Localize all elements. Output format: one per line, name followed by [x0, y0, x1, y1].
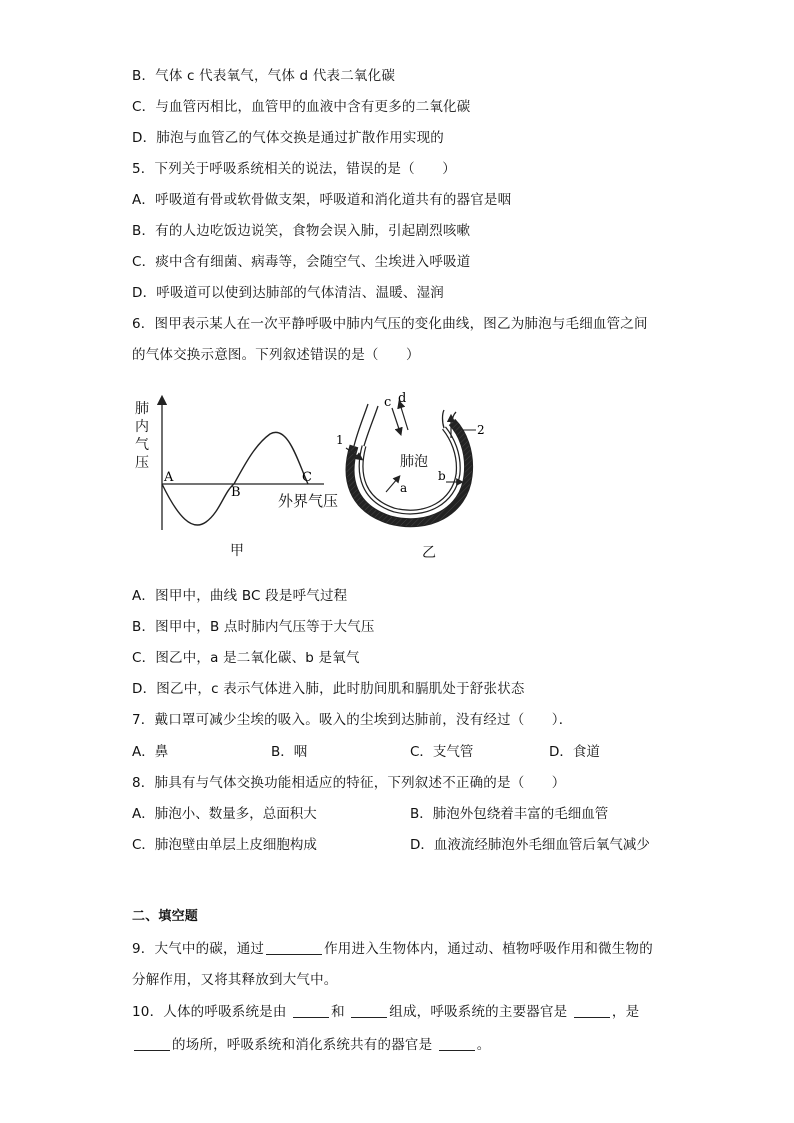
q5-option-d: D．呼吸道可以使到达肺部的气体清洁、温暖、湿润: [132, 285, 444, 301]
q10-blank-4[interactable]: [134, 1036, 170, 1051]
q5-stem: 5．下列关于呼吸系统相关的说法，错误的是（ ）: [132, 161, 456, 177]
q7-stem: 7．戴口罩可减少尘埃的吸入。吸入的尘埃到达肺前，没有经过（ ）．: [132, 712, 573, 728]
q9-line1: 9．大气中的碳，通过 作用进入生物体内，通过动、植物呼吸作用和微生物的: [132, 941, 653, 957]
pressure-curve: [162, 432, 308, 525]
q6-stem-line1: 6．图甲表示某人在一次平静呼吸中肺内气压的变化曲线，图乙为肺泡与毛细血管之间: [132, 316, 648, 332]
q9-blank-1[interactable]: [266, 940, 322, 955]
arrow-a: [386, 478, 398, 492]
point-a-label: A: [164, 470, 174, 485]
section-heading: 二、填空题: [132, 909, 199, 924]
q10-blank-1[interactable]: [293, 1003, 329, 1018]
label-c: c: [384, 395, 392, 410]
q7-option-c: C．支气管: [410, 744, 474, 760]
q8-option-b: B．肺泡外包绕着丰富的毛细血管: [410, 806, 609, 822]
figure-jia: [128, 392, 348, 540]
point-c-label: C: [302, 470, 312, 485]
q10-blank-3[interactable]: [574, 1003, 610, 1018]
q4-option-d: D．肺泡与血管乙的气体交换是通过扩散作用实现的: [132, 130, 444, 146]
q7-option-b: B．咽: [271, 744, 308, 760]
label-b: b: [438, 469, 446, 483]
label-d: d: [398, 391, 407, 406]
figure-yi-caption: 乙: [422, 545, 436, 561]
q5-option-c: C．痰中含有细菌、病毒等，会随空气、尘埃进入呼吸道: [132, 254, 471, 270]
figure-jia-caption: 甲: [230, 543, 244, 559]
label-1: 1: [336, 433, 344, 447]
label-2: 2: [477, 423, 485, 437]
figure-yi-center-label: 肺泡: [400, 454, 428, 470]
q9-line2: 分解作用，又将其释放到大气中。: [132, 972, 338, 988]
q8-option-a: A．肺泡小、数量多，总面积大: [132, 806, 317, 822]
q8-option-d: D．血液流经肺泡外毛细血管后氧气减少: [410, 837, 650, 853]
point-b-label: B: [231, 485, 241, 500]
q10-blank-2[interactable]: [351, 1003, 387, 1018]
q5-option-a: A．呼吸道有骨或软骨做支架，呼吸道和消化道共有的器官是咽: [132, 192, 512, 208]
q10-line1: 10．人体的呼吸系统是由 和 组成，呼吸系统的主要器官是 ，是: [132, 1004, 640, 1020]
q8-option-c: C．肺泡壁由单层上皮细胞构成: [132, 837, 317, 853]
q4-option-b: B．气体 c 代表氧气，气体 d 代表二氧化碳: [132, 68, 396, 84]
arrow-d: [400, 404, 408, 430]
label-a: a: [400, 481, 408, 495]
q6-option-a: A．图甲中，曲线 BC 段是呼气过程: [132, 588, 348, 604]
q4-option-c: C．与血管丙相比，血管甲的血液中含有更多的二氧化碳: [132, 99, 471, 115]
figure-jia-ylabel: 肺 内 气 压: [135, 401, 149, 471]
q7-option-d: D．食道: [549, 744, 600, 760]
q10-line2: 的场所，呼吸系统和消化系统共有的器官是 。: [132, 1035, 491, 1055]
figure-jia-xlabel: 外界气压: [278, 492, 339, 510]
q8-stem: 8．肺具有与气体交换功能相适应的特征，下列叙述不正确的是（ ）: [132, 775, 566, 791]
q6-option-c: C．图乙中，a 是二氧化碳、b 是氧气: [132, 650, 360, 666]
q6-option-d: D．图乙中，c 表示气体进入肺，此时肋间肌和膈肌处于舒张状态: [132, 681, 525, 697]
arrow-c: [392, 408, 400, 432]
q6-stem-line2: 的气体交换示意图。下列叙述错误的是（ ）: [132, 347, 420, 363]
q6-option-b: B．图甲中，B 点时肺内气压等于大气压: [132, 619, 375, 635]
q7-option-a: A．鼻: [132, 744, 169, 760]
q5-option-b: B．有的人边吃饭边说笑，食物会误入肺，引起剧烈咳嗽: [132, 223, 471, 239]
q10-blank-5[interactable]: [439, 1036, 475, 1051]
